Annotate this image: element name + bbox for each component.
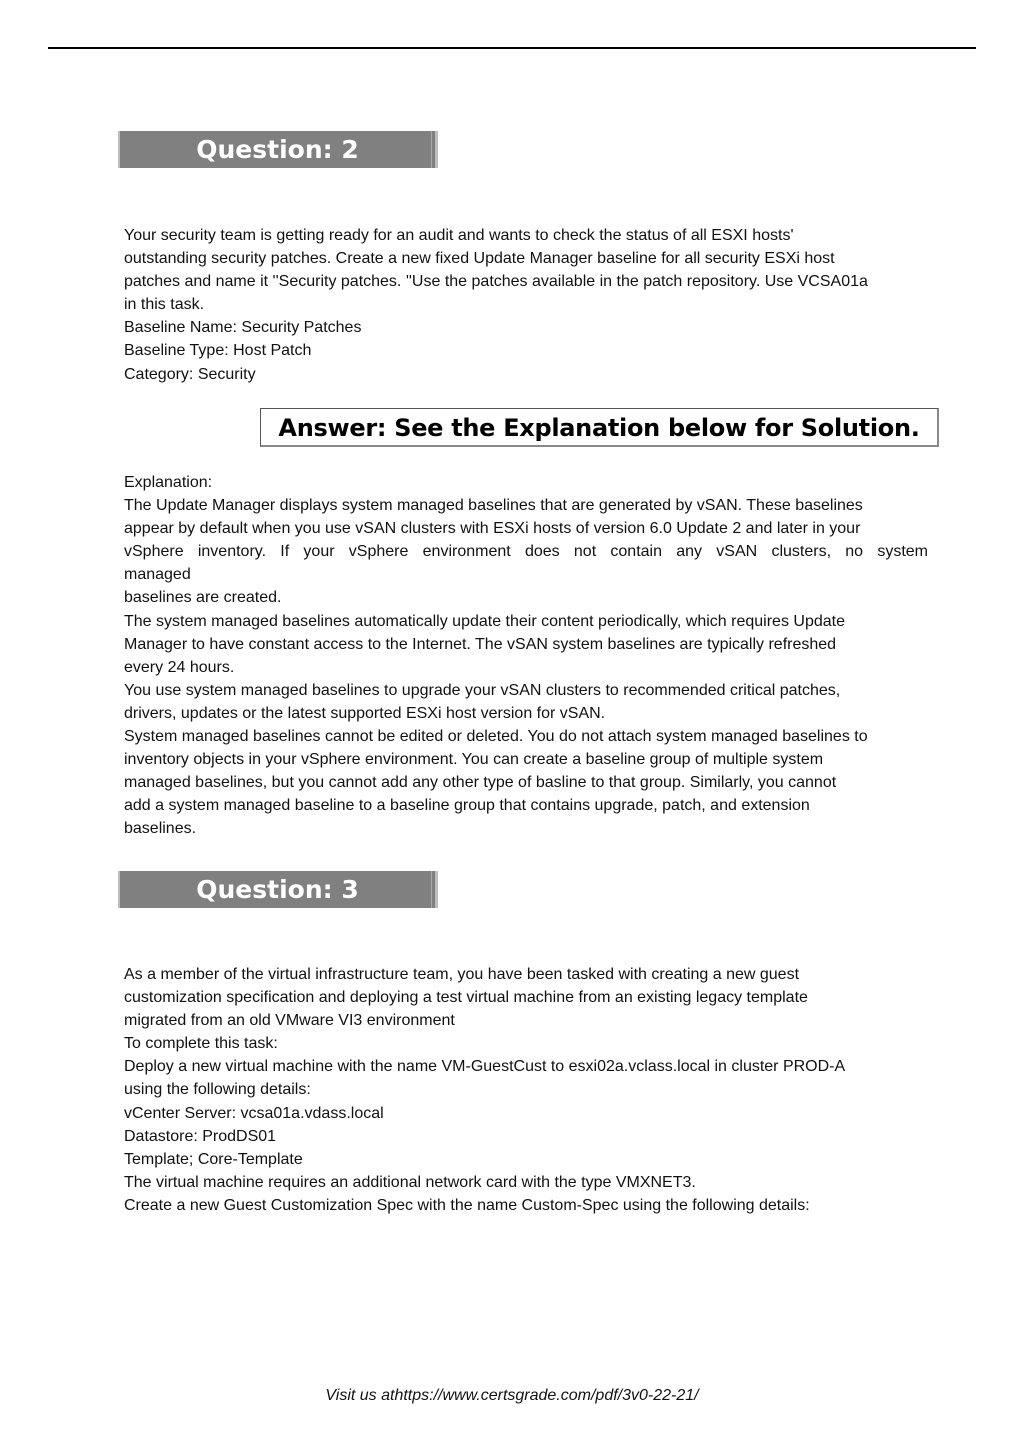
category: Category: Security <box>124 365 256 383</box>
question-3-text <box>124 963 928 1217</box>
explanation-heading: Explanation: <box>124 474 213 491</box>
answer-box <box>260 408 939 447</box>
footer-text[interactable]: Visit us athttps://www.certsgrade.com/pdf/3v0-22-21/ <box>325 1387 699 1404</box>
question-2-text <box>124 224 928 386</box>
text-line: migrated from an old VMware VI3 environment <box>124 1012 455 1030</box>
text-line: The virtual machine requires an additional network card with the type VMXNET3. <box>124 1173 696 1191</box>
text-line: using the following details: <box>124 1081 311 1099</box>
footer-link[interactable] <box>0 1387 1024 1405</box>
text-line: patches and name it ''Security patches. ''Use the patches available in the patch repository. Use VCSA01a <box>124 273 868 291</box>
banner-edge <box>431 871 432 908</box>
text-line: drivers, updates or the latest supported ESXi host version for vSAN. <box>124 704 606 722</box>
explanation-text <box>124 471 928 841</box>
text-line: appear by default when you use vSAN clusters with ESXi hosts of version 6.0 Update 2 and later in your <box>124 520 861 538</box>
text-line: Manager to have constant access to the Internet. The vSAN system baselines are typically refreshed <box>124 635 837 653</box>
template: Template; Core-Template <box>124 1150 303 1168</box>
question-3-banner <box>118 871 438 908</box>
text-line: Deploy a new virtual machine with the name VM-GuestCust to esxi02a.vclass.local in cluster PROD-A <box>124 1058 846 1076</box>
question-3-title: Question: 3 <box>196 875 359 904</box>
question-2-banner <box>118 131 438 168</box>
text-line: in this task. <box>124 296 205 314</box>
text-line: As a member of the virtual infrastructure team, you have been tasked with creating a new guest <box>124 966 800 983</box>
text-line: add a system managed baseline to a baseline group that contains upgrade, patch, and extension <box>124 797 810 815</box>
question-2-title: Question: 2 <box>196 135 359 164</box>
text-line: vSphere inventory. If your vSphere environment does not contain any vSAN clusters, no system <box>124 543 928 561</box>
text-line: System managed baselines cannot be edited or deleted. You do not attach system managed baselines to <box>124 728 868 746</box>
datastore: Datastore: ProdDS01 <box>124 1127 277 1145</box>
text-line: The system managed baselines automatically update their content periodically, which requires Update <box>124 612 845 630</box>
text-line: You use system managed baselines to upgrade your vSAN clusters to recommended critical patches, <box>124 681 841 699</box>
text-line: To complete this task: <box>124 1035 278 1053</box>
text-line: Your security team is getting ready for an audit and wants to check the status of all ESXI hosts' <box>124 227 794 244</box>
baseline-name: Baseline Name: Security Patches <box>124 319 362 337</box>
answer-text: Answer: See the Explanation below for Solution. <box>278 414 920 442</box>
text-line: managed baselines, but you cannot add any other type of basline to that group. Similarly, you cannot <box>124 774 837 792</box>
text-line: baselines are created. <box>124 589 282 607</box>
text-line: every 24 hours. <box>124 658 235 676</box>
text-line: managed <box>124 566 191 584</box>
text-line: The Update Manager displays system managed baselines that are generated by vSAN. These baselines <box>124 497 863 515</box>
baseline-type: Baseline Type: Host Patch <box>124 342 312 360</box>
vcenter-server: vCenter Server: vcsa01a.vdass.local <box>124 1104 384 1122</box>
header-rule <box>48 47 976 49</box>
text-line: outstanding security patches. Create a new fixed Update Manager baseline for all security ESXi host <box>124 250 835 268</box>
text-line: Create a new Guest Customization Spec with the name Custom-Spec using the following details: <box>124 1196 810 1214</box>
text-line: inventory objects in your vSphere environment. You can create a baseline group of multiple system <box>124 751 824 769</box>
banner-edge <box>431 131 432 168</box>
text-line: customization specification and deploying a test virtual machine from an existing legacy template <box>124 989 808 1007</box>
text-line: baselines. <box>124 820 197 838</box>
